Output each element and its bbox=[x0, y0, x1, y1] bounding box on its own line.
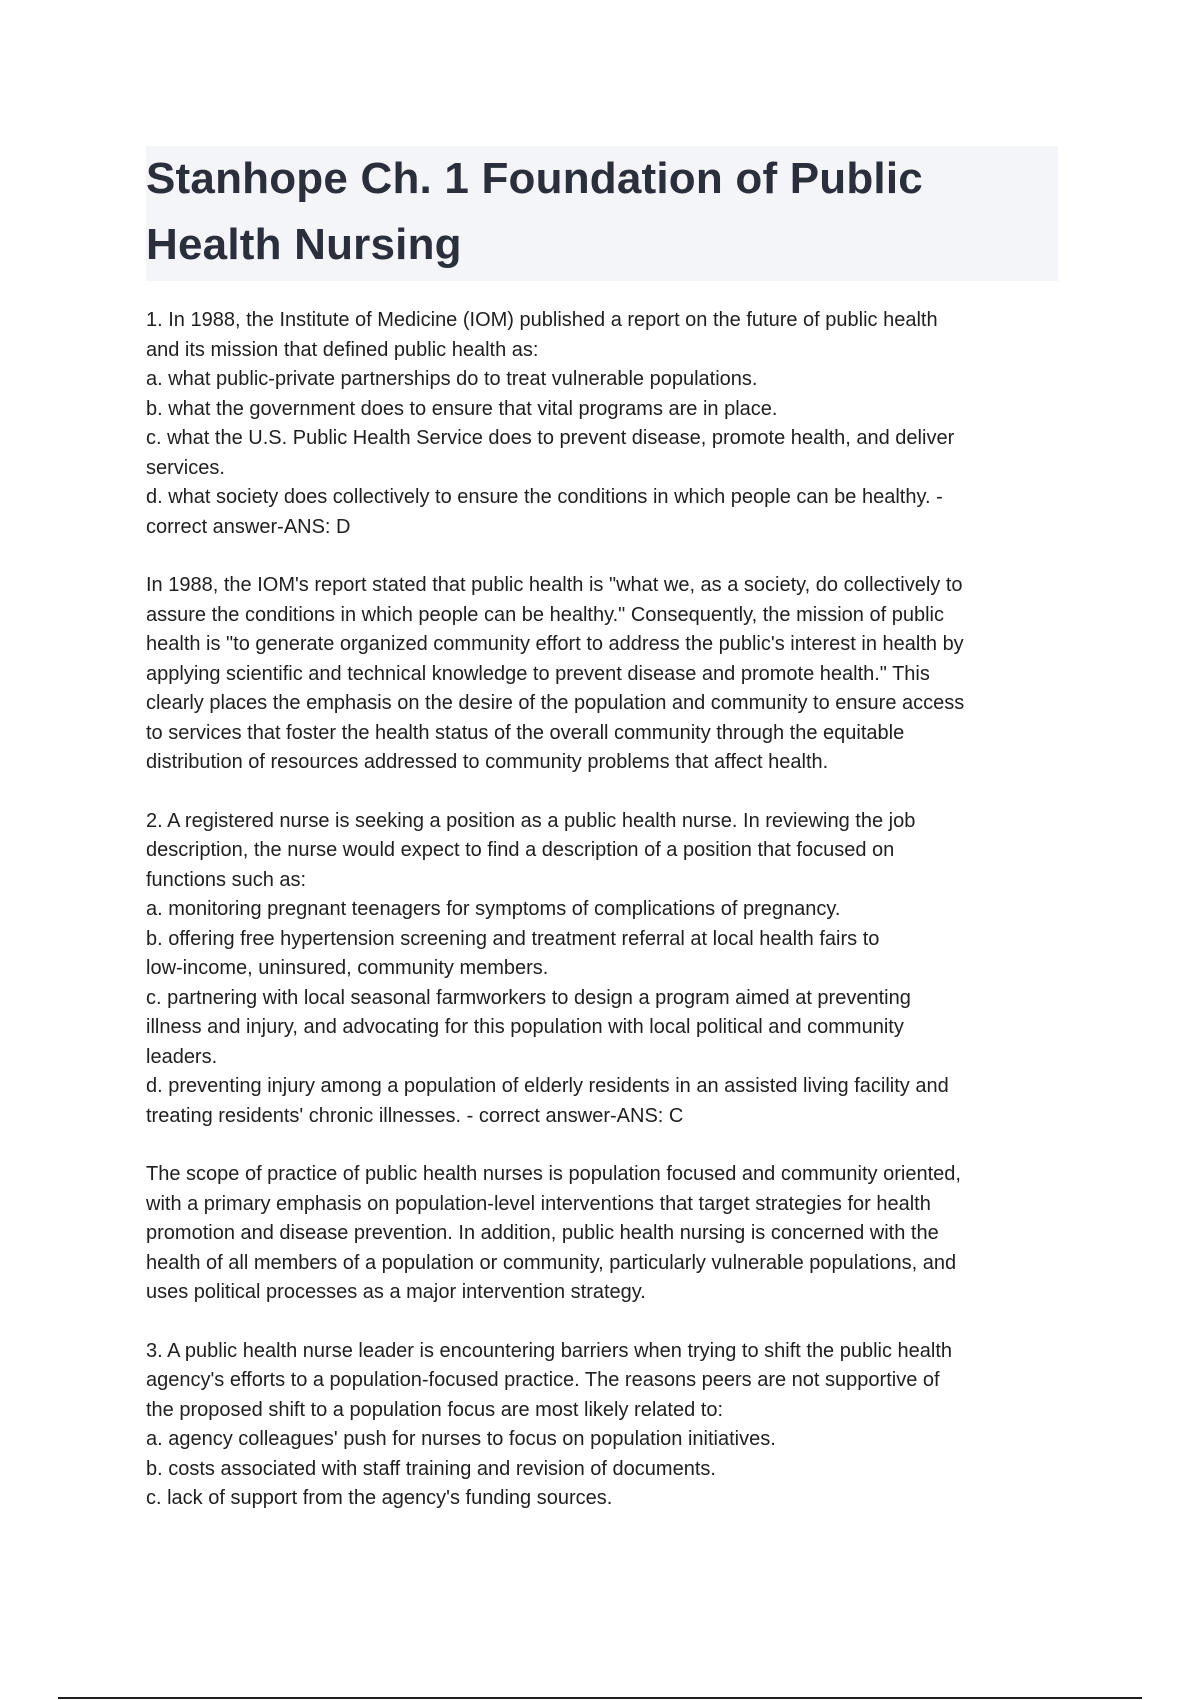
text-line: to services that foster the health status of the overall community through the equitable bbox=[146, 721, 905, 744]
text-line: and its mission that defined public health as: bbox=[146, 338, 539, 361]
text-line: description, the nurse would expect to find a description of a position that focused on bbox=[146, 839, 895, 861]
document-body bbox=[146, 306, 1066, 1543]
page-title bbox=[146, 146, 1058, 278]
text-line: the proposed shift to a population focus are most likely related to: bbox=[146, 1398, 724, 1421]
rationale-1 bbox=[146, 571, 1066, 778]
question-2 bbox=[146, 807, 1066, 1132]
text-line: leaders. bbox=[146, 1045, 218, 1068]
answer-option: c. what the U.S. Public Health Service does to prevent disease, promote health, and deliver bbox=[146, 427, 955, 449]
question-3 bbox=[146, 1337, 1066, 1514]
page-title-line: Health Nursing bbox=[146, 220, 462, 269]
page-title-line: Stanhope Ch. 1 Foundation of Public bbox=[146, 154, 923, 203]
text-line: functions such as: bbox=[146, 868, 307, 891]
text-line: The scope of practice of public health nurses is population focused and community oriented, bbox=[146, 1163, 961, 1185]
text-line: 2. A registered nurse is seeking a position as a public health nurse. In reviewing the job bbox=[146, 809, 916, 832]
text-line: low-income, uninsured, community members. bbox=[146, 957, 549, 979]
text-line: health of all members of a population or community, particularly vulnerable populations, and bbox=[146, 1251, 957, 1274]
text-line: promotion and disease prevention. In addition, public health nursing is concerned with the bbox=[146, 1222, 939, 1244]
correct-answer: treating residents' chronic illnesses. - correct answer-ANS: C bbox=[146, 1104, 684, 1127]
text-line: uses political processes as a major intervention strategy. bbox=[146, 1281, 646, 1303]
text-line: 1. In 1988, the Institute of Medicine (IOM) published a report on the future of public health bbox=[146, 309, 938, 331]
text-line: health is "to generate organized community effort to address the public's interest in health by bbox=[146, 633, 964, 655]
correct-answer: correct answer-ANS: D bbox=[146, 515, 351, 538]
text-line: applying scientific and technical knowledge to prevent disease and promote health." This bbox=[146, 662, 930, 685]
title-banner bbox=[146, 146, 1058, 281]
answer-option: a. monitoring pregnant teenagers for symptoms of complications of pregnancy. bbox=[146, 898, 841, 920]
text-line: services. bbox=[146, 456, 225, 479]
text-line: agency's efforts to a population-focused practice. The reasons peers are not supportive of bbox=[146, 1369, 940, 1391]
text-line: distribution of resources addressed to community problems that affect health. bbox=[146, 751, 829, 773]
text-line: In 1988, the IOM's report stated that public health is "what we, as a society, do collectively to bbox=[146, 574, 963, 596]
answer-option: c. lack of support from the agency's funding sources. bbox=[146, 1487, 613, 1509]
text-line: illness and injury, and advocating for this population with local political and community bbox=[146, 1016, 904, 1038]
question-1 bbox=[146, 306, 1066, 542]
text-line: clearly places the emphasis on the desire of the population and community to ensure access bbox=[146, 692, 965, 714]
answer-option: a. what public-private partnerships do to treat vulnerable populations. bbox=[146, 368, 758, 390]
text-line: 3. A public health nurse leader is encountering barriers when trying to shift the public health bbox=[146, 1339, 953, 1362]
answer-option: a. agency colleagues' push for nurses to focus on population initiatives. bbox=[146, 1428, 776, 1450]
answer-option: b. costs associated with staff training and revision of documents. bbox=[146, 1457, 716, 1480]
rationale-2 bbox=[146, 1160, 1066, 1308]
footer-divider bbox=[58, 1697, 1142, 1699]
answer-option: d. what society does collectively to ensure the conditions in which people can be healthy. - bbox=[146, 486, 943, 508]
answer-option: d. preventing injury among a population of elderly residents in an assisted living facility and bbox=[146, 1075, 949, 1097]
text-line: assure the conditions in which people can be healthy." Consequently, the mission of public bbox=[146, 603, 944, 626]
text-line: with a primary emphasis on population-level interventions that target strategies for health bbox=[146, 1192, 931, 1215]
answer-option: b. what the government does to ensure that vital programs are in place. bbox=[146, 397, 778, 420]
answer-option: b. offering free hypertension screening and treatment referral at local health fairs to bbox=[146, 927, 880, 950]
answer-option: c. partnering with local seasonal farmworkers to design a program aimed at preventing bbox=[146, 986, 911, 1009]
